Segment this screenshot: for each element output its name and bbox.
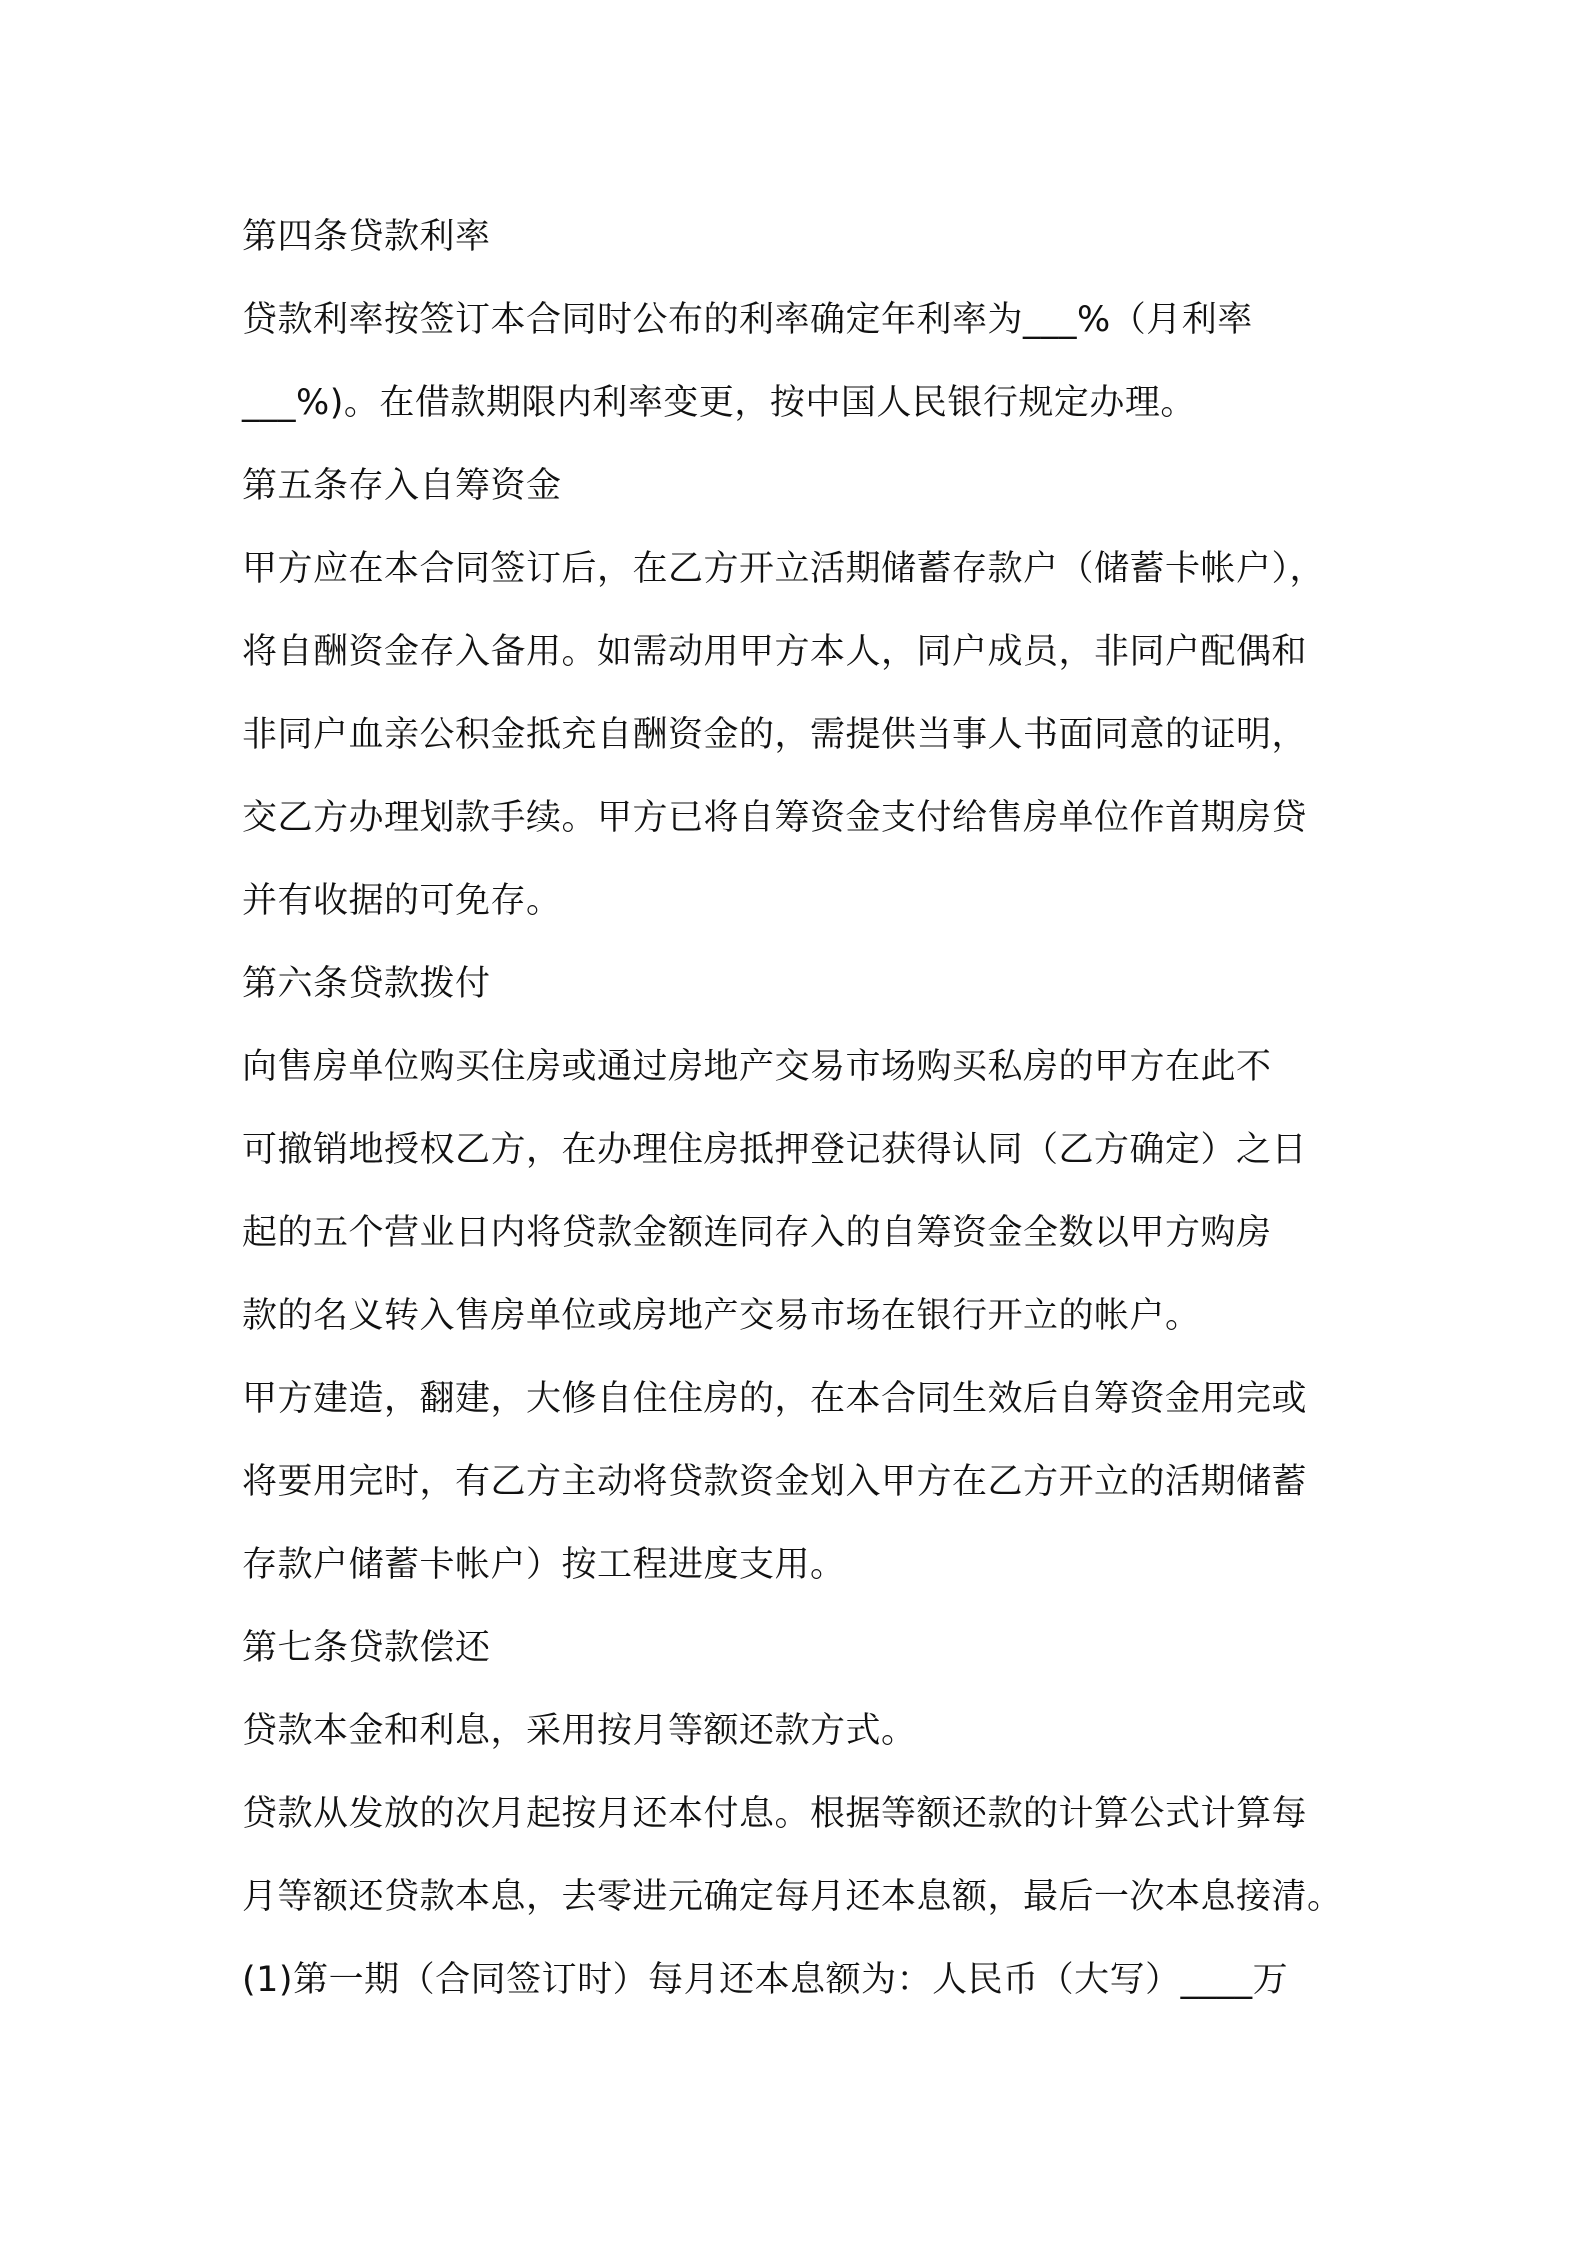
article-4-heading: 第四条贷款利率: [242, 217, 491, 257]
paragraph-line: 月等额还贷款本息，去零进元确定每月还本息额，最后一次本息接清。: [242, 1877, 1343, 1917]
paragraph-line: 将要用完时，有乙方主动将贷款资金划入甲方在乙方开立的活期储蓄: [242, 1462, 1308, 1502]
paragraph-line: 交乙方办理划款手续。甲方已将自筹资金支付给售房单位作首期房贷: [242, 798, 1308, 838]
paragraph-line: 甲方建造，翻建，大修自住住房的，在本合同生效后自筹资金用完或: [242, 1379, 1308, 1419]
document-body: [242, 196, 1362, 2022]
paragraph-line: ___%)。在借款期限内利率变更，按中国人民银行规定办理。: [242, 383, 1196, 423]
paragraph-line: 可撤销地授权乙方，在办理住房抵押登记获得认同（乙方确定）之日: [242, 1130, 1308, 1170]
paragraph-line: (1)第一期（合同签订时）每月还本息额为：人民币（大写）____万: [242, 1960, 1289, 2000]
paragraph-line: 起的五个营业日内将贷款金额连同存入的自筹资金全数以甲方购房: [242, 1213, 1272, 1253]
paragraph-line: 并有收据的可免存。: [242, 881, 562, 921]
paragraph-line: 将自酬资金存入备用。如需动用甲方本人，同户成员，非同户配偶和: [242, 632, 1308, 672]
paragraph-line: 甲方应在本合同签订后，在乙方开立活期储蓄存款户（储蓄卡帐户），: [242, 549, 1326, 589]
article-6-heading: 第六条贷款拨付: [242, 964, 491, 1004]
paragraph-line: 存款户储蓄卡帐户）按工程进度支用。: [242, 1545, 846, 1585]
paragraph-line: 贷款从发放的次月起按月还本付息。根据等额还款的计算公式计算每: [242, 1794, 1308, 1834]
article-7-heading: 第七条贷款偿还: [242, 1628, 491, 1668]
paragraph-line: 贷款本金和利息，采用按月等额还款方式。: [242, 1711, 917, 1751]
paragraph-line: 向售房单位购买住房或通过房地产交易市场购买私房的甲方在此不: [242, 1047, 1272, 1087]
paragraph-line: 款的名义转入售房单位或房地产交易市场在银行开立的帐户。: [242, 1296, 1201, 1336]
paragraph-line: 贷款利率按签订本合同时公布的利率确定年利率为___%（月利率: [242, 300, 1253, 340]
article-5-heading: 第五条存入自筹资金: [242, 466, 562, 506]
paragraph-line: 非同户血亲公积金抵充自酬资金的，需提供当事人书面同意的证明，: [242, 715, 1308, 755]
